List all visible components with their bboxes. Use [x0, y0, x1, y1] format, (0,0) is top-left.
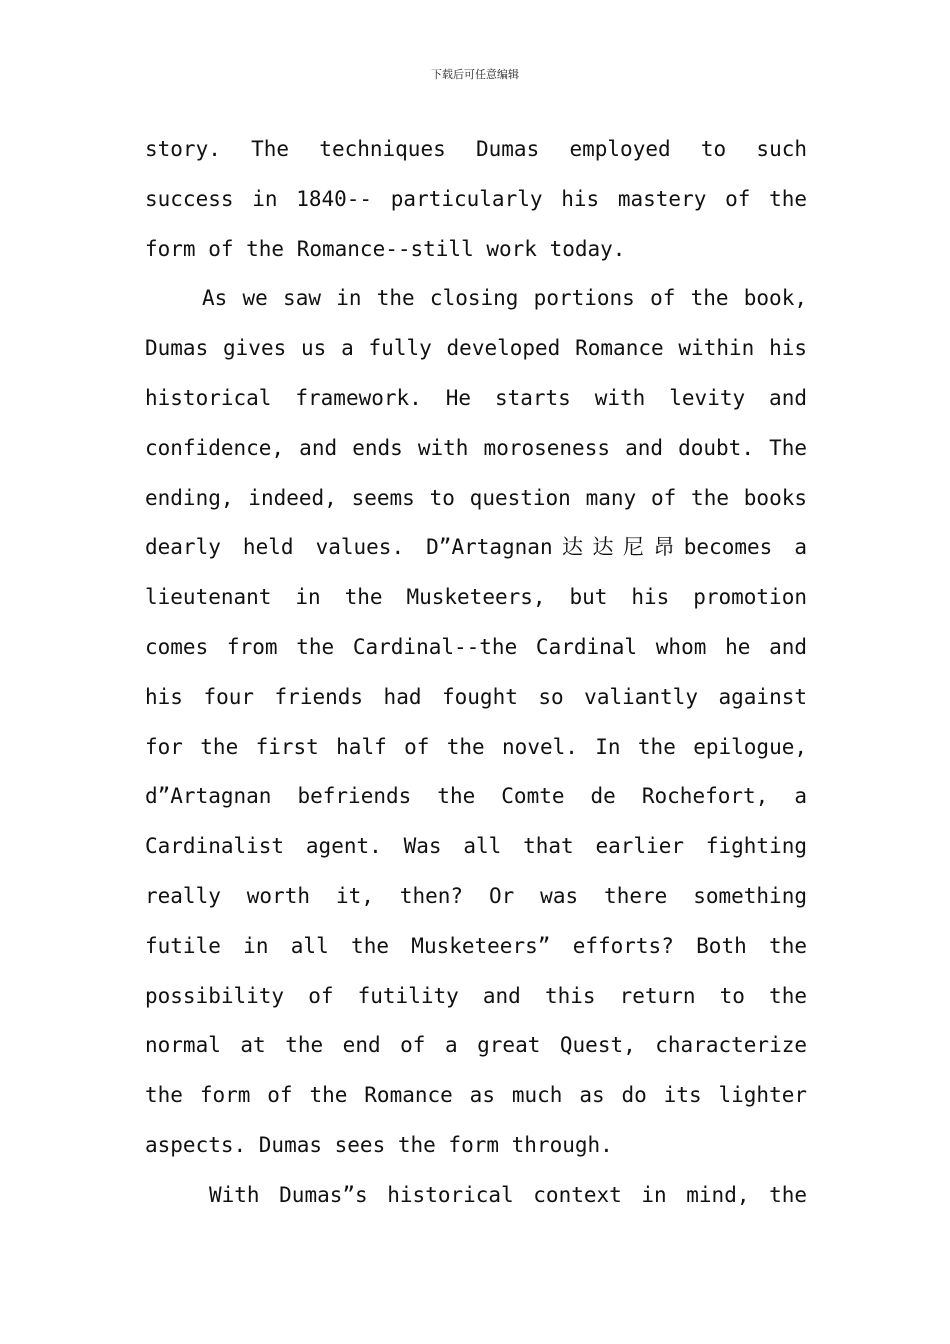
text-line: futile in all the Musketeers” efforts? Both the: [145, 933, 807, 958]
text-line: the form of the Romance as much as do its lighter: [145, 1083, 807, 1108]
text-line: d”Artagnan befriends the Comte de Rochefort, a: [145, 784, 807, 809]
body-text: [145, 125, 807, 1221]
text-line: normal at the end of a great Quest, characterize: [145, 1033, 807, 1058]
text-line: dearly held values. D”Artagnan达达尼昂becomes a: [145, 535, 807, 560]
text-line: historical framework. He starts with levity and: [145, 385, 807, 410]
text-line: possibility of futility and this return to the: [145, 983, 807, 1008]
text-line: really worth it, then? Or was there something: [145, 883, 807, 908]
page-header: 下载后可任意编辑: [431, 68, 519, 81]
text-line: for the first half of the novel. In the epilogue,: [145, 734, 807, 759]
text-line: aspects. Dumas sees the form through.: [145, 1132, 613, 1157]
text-line: comes from the Cardinal--the Cardinal whom he and: [145, 634, 807, 659]
text-line: success in 1840-- particularly his mastery of the: [145, 186, 807, 211]
text-line: form of the Romance--still work today.: [145, 236, 626, 261]
text-line: Cardinalist agent. Was all that earlier fighting: [145, 834, 807, 859]
text-line: story. The techniques Dumas employed to such: [145, 137, 807, 161]
text-line: lieutenant in the Musketeers, but his promotion: [145, 585, 807, 610]
text-line: his four friends had fought so valiantly against: [145, 684, 807, 709]
text-line: As we saw in the closing portions of the book,: [202, 286, 807, 311]
text-line: With Dumas”s historical context in mind, the: [209, 1182, 807, 1207]
text-line: confidence, and ends with moroseness and doubt. The: [145, 435, 807, 460]
text-line: Dumas gives us a fully developed Romance within his: [145, 336, 807, 361]
text-line: ending, indeed, seems to question many of the books: [145, 485, 807, 510]
